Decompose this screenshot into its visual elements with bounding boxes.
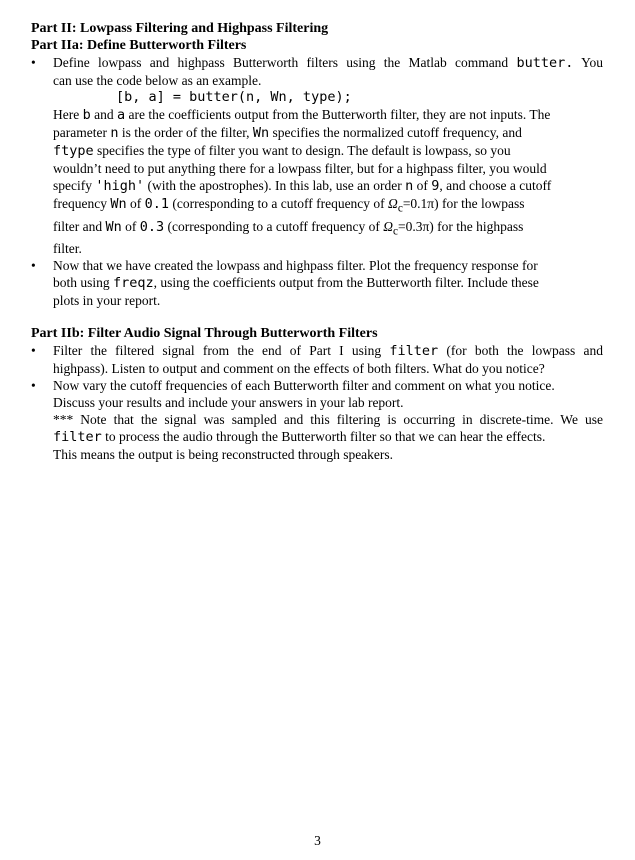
list-item: • Now vary the cutoff frequencies of each Butterworth filter and comment on what you notice. Discuss your results and include your answers in your lab report. *** Note that the signal was sampled and this filtering is occurring in discrete-time. We use filter to process the audio through the Butterworth filter so that we can hear the effects. This means the output is being reconstructed through speakers. [31,378,603,463]
bullet-icon: • [31,378,36,394]
part2a-heading: Part IIa: Define Butterworth Filters [31,38,247,53]
list-item: • Filter the filtered signal from the end of Part I using filter (for both the lowpass and highpass). Listen to output and comment on the effects of both filters. What do you notice? [31,343,603,377]
bullet-icon: • [31,343,36,359]
document-page [31,20,603,463]
part2b-heading: Part IIb: Filter Audio Signal Through Butterworth Filters [31,326,378,342]
inline-code: butter. [516,55,574,71]
list-item: • Now that we have created the lowpass and highpass filter. Plot the frequency response for both using freqz, using the coefficients output from the Butterworth filter. Include these plots in your report. [31,258,539,309]
part2b-list [31,342,603,463]
bullet-icon: • [31,55,36,70]
bullet-icon: • [31,258,36,274]
code-example: [b, a] = butter(n, Wn, type); [116,89,352,105]
part2a-list [31,54,603,309]
part2-heading: Part II: Lowpass Filtering and Highpass Filtering [31,21,329,36]
page-number: 3 [314,833,321,848]
omega-symbol: Ω [383,218,393,234]
omega-symbol: Ω [388,196,398,211]
list-item: • Define lowpass and highpass Butterworth filters using the Matlab command butter. You can use the code below as an example. [b, a] = butter(n, Wn, type); Here b and a are the coefficients output from the Butterworth filter, they are not inputs. The parameter n is the order of the filter, Wn specifies the normalized cutoff frequency, and ftype specifies the type of filter you want to design. The default is lowpass, so you wouldn’t need to put anything there for a lowpass filter, but for a highpass filter, you would specify 'high' (with the apostrophes). In this lab, use an order n of 9, and choose a cutoff frequency Wn of 0.1 (corresponding to a cutoff frequency of $\Omega_c=0.1\pi$) for the lowpass filter and Wn of 0.3 (corresponding to a cutoff frequency of $\Omega_c=0.3\pi$) for the highpass filter. [31,55,604,257]
